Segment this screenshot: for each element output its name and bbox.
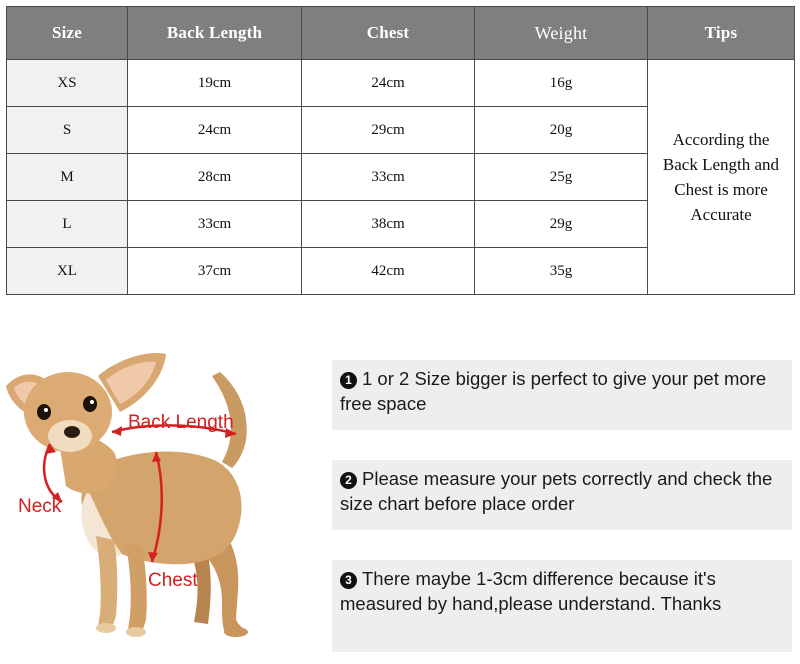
size-chart-table <box>6 6 795 295</box>
dog-eye-left <box>37 404 51 420</box>
tip-note-1 <box>332 360 792 430</box>
weight-cell: 29g <box>475 201 648 248</box>
weight-cell: 20g <box>475 107 648 154</box>
chest-cell: 38cm <box>302 201 475 248</box>
dog-illustration <box>0 340 320 650</box>
back-length-cell: 37cm <box>128 248 302 295</box>
dog-paw <box>126 627 146 637</box>
chest-cell: 29cm <box>302 107 475 154</box>
dog-eye-right <box>83 396 97 412</box>
dog-front-leg-far <box>126 544 147 632</box>
dog-front-leg <box>96 536 117 628</box>
header-size: Size <box>7 7 128 60</box>
chest-cell: 33cm <box>302 154 475 201</box>
back-length-cell: 19cm <box>128 60 302 107</box>
number-badge: 1 <box>340 372 357 389</box>
dog-paw <box>96 623 116 633</box>
tips-cell: According the Back Length and Chest is more Accurate <box>648 60 795 295</box>
header-back-length: Back Length <box>128 7 302 60</box>
size-cell: XL <box>7 248 128 295</box>
header-weight: Weight <box>475 7 648 60</box>
weight-cell: 16g <box>475 60 648 107</box>
dog-paw <box>224 627 248 637</box>
size-cell: S <box>7 107 128 154</box>
back-length-cell: 24cm <box>128 107 302 154</box>
tip-text: 1 or 2 Size bigger is perfect to give your pet more free space <box>340 368 767 414</box>
number-badge: 2 <box>340 472 357 489</box>
table-row <box>7 60 795 107</box>
size-cell: L <box>7 201 128 248</box>
number-badge: 3 <box>340 572 357 589</box>
tip-text: Please measure your pets correctly and check the size chart before place order <box>340 468 773 514</box>
table-header-row <box>7 7 795 60</box>
header-chest: Chest <box>302 7 475 60</box>
chest-label: Chest <box>148 570 198 591</box>
back-length-cell: 33cm <box>128 201 302 248</box>
weight-cell: 35g <box>475 248 648 295</box>
header-tips: Tips <box>648 7 795 60</box>
size-cell: XS <box>7 60 128 107</box>
weight-cell: 25g <box>475 154 648 201</box>
tip-text: There maybe 1-3cm difference because it's measured by hand,please understand. Thanks <box>340 568 722 614</box>
back-length-label: Back Length <box>128 412 234 433</box>
tip-note-2 <box>332 460 792 530</box>
chest-cell: 24cm <box>302 60 475 107</box>
chest-cell: 42cm <box>302 248 475 295</box>
neck-label: Neck <box>18 496 62 517</box>
tip-note-3 <box>332 560 792 652</box>
back-length-cell: 28cm <box>128 154 302 201</box>
dog-nose <box>64 426 80 438</box>
size-cell: M <box>7 154 128 201</box>
dog-measurement-diagram <box>0 340 320 650</box>
